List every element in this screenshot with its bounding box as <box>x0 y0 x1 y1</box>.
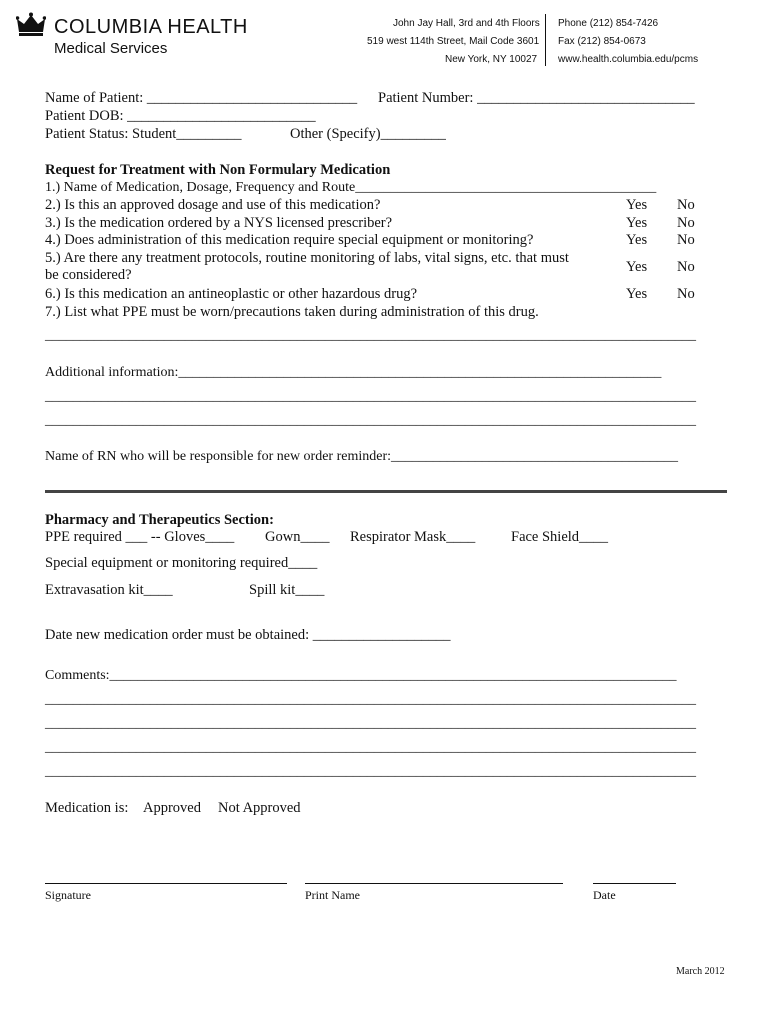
address-line-2: 519 west 114th Street, Mail Code 3601 <box>367 36 540 47</box>
section-divider <box>45 490 727 493</box>
additional-info-field[interactable]: Additional information:_____________________________________________________________________ <box>45 365 662 380</box>
respirator-mask-field[interactable]: Respirator Mask____ <box>350 529 476 545</box>
comments-field[interactable]: Comments:_________________________________________________________________________________ <box>45 668 677 683</box>
ppe-answer-line[interactable]: _____________________________________________________________________________________________ <box>45 328 696 343</box>
patient-dob-field[interactable]: Patient DOB: __________________________ <box>45 108 316 124</box>
request-heading: Request for Treatment with Non Formulary Medication <box>45 162 391 178</box>
fax: Fax (212) 854-0673 <box>558 36 646 47</box>
pharmacy-heading: Pharmacy and Therapeutics Section: <box>45 512 274 528</box>
brand-name: COLUMBIA HEALTH <box>54 16 248 38</box>
gown-field[interactable]: Gown____ <box>265 529 330 545</box>
additional-info-line[interactable]: _____________________________________________________________________________________________ <box>45 413 696 428</box>
print-name-line[interactable] <box>305 883 563 884</box>
ppe-gloves-field[interactable]: PPE required ___ -- Gloves____ <box>45 529 235 545</box>
rn-name-field[interactable]: Name of RN who will be responsible for new order reminder:_________________________________________ <box>45 449 679 464</box>
address-line-3: New York, NY 10027 <box>445 54 538 65</box>
question-7: 7.) List what PPE must be worn/precautions taken during administration of this drug. <box>45 304 539 320</box>
question-4: 4.) Does administration of this medication require special equipment or monitoring? <box>45 232 534 248</box>
revision-date: March 2012 <box>676 966 725 977</box>
q5-no-option[interactable]: No <box>677 259 695 275</box>
q2-yes-option[interactable]: Yes <box>626 197 648 213</box>
columbia-crown-logo <box>16 12 46 38</box>
patient-number-field[interactable]: Patient Number: ______________________________ <box>378 90 695 106</box>
q3-no-option[interactable]: No <box>677 215 695 231</box>
q2-no-option[interactable]: No <box>677 197 695 213</box>
comments-line[interactable]: _____________________________________________________________________________________________ <box>45 764 696 779</box>
comments-line[interactable]: _____________________________________________________________________________________________ <box>45 716 696 731</box>
special-equipment-field[interactable]: Special equipment or monitoring required____ <box>45 555 318 571</box>
brand-subtitle: Medical Services <box>54 40 168 57</box>
q5-yes-option[interactable]: Yes <box>626 259 648 275</box>
patient-status-other[interactable]: Other (Specify)_________ <box>290 126 446 142</box>
question-5: 5.) Are there any treatment protocols, routine monitoring of labs, vital signs, etc. that must <box>45 250 569 266</box>
question-2: 2.) Is this an approved dosage and use of this medication? <box>45 197 381 213</box>
question-5-continued: be considered? <box>45 267 132 283</box>
medication-status-label: Medication is: <box>45 800 129 816</box>
header-divider <box>545 14 546 66</box>
spill-kit-field[interactable]: Spill kit____ <box>249 582 325 598</box>
q6-yes-option[interactable]: Yes <box>626 286 648 302</box>
date-order-field[interactable]: Date new medication order must be obtained: ___________________ <box>45 627 451 643</box>
patient-status-student[interactable]: Patient Status: Student_________ <box>45 126 242 142</box>
face-shield-field[interactable]: Face Shield____ <box>511 529 609 545</box>
extravasation-kit-field[interactable]: Extravasation kit____ <box>45 582 173 598</box>
phone: Phone (212) 854-7426 <box>558 18 659 29</box>
website-link[interactable]: www.health.columbia.edu/pcms <box>558 54 699 65</box>
question-6: 6.) Is this medication an antineoplastic or other hazardous drug? <box>45 286 418 302</box>
q3-yes-option[interactable]: Yes <box>626 215 648 231</box>
comments-line[interactable]: _____________________________________________________________________________________________ <box>45 692 696 707</box>
signature-line[interactable] <box>45 883 287 884</box>
question-1[interactable]: 1.) Name of Medication, Dosage, Frequency and Route___________________________________________ <box>45 180 657 195</box>
additional-info-line[interactable]: _____________________________________________________________________________________________ <box>45 389 696 404</box>
approved-option[interactable]: Approved <box>143 800 201 816</box>
date-line[interactable] <box>593 883 676 884</box>
address-line-1: John Jay Hall, 3rd and 4th Floors <box>393 18 540 29</box>
print-name-label: Print Name <box>305 888 360 902</box>
q4-no-option[interactable]: No <box>677 232 695 248</box>
q4-yes-option[interactable]: Yes <box>626 232 648 248</box>
q6-no-option[interactable]: No <box>677 286 695 302</box>
comments-line[interactable]: _____________________________________________________________________________________________ <box>45 740 696 755</box>
not-approved-option[interactable]: Not Approved <box>218 800 301 816</box>
patient-name-field[interactable]: Name of Patient: _____________________________ <box>45 90 358 106</box>
signature-label: Signature <box>45 888 91 902</box>
date-label: Date <box>593 888 616 902</box>
question-3: 3.) Is the medication ordered by a NYS licensed prescriber? <box>45 215 393 231</box>
